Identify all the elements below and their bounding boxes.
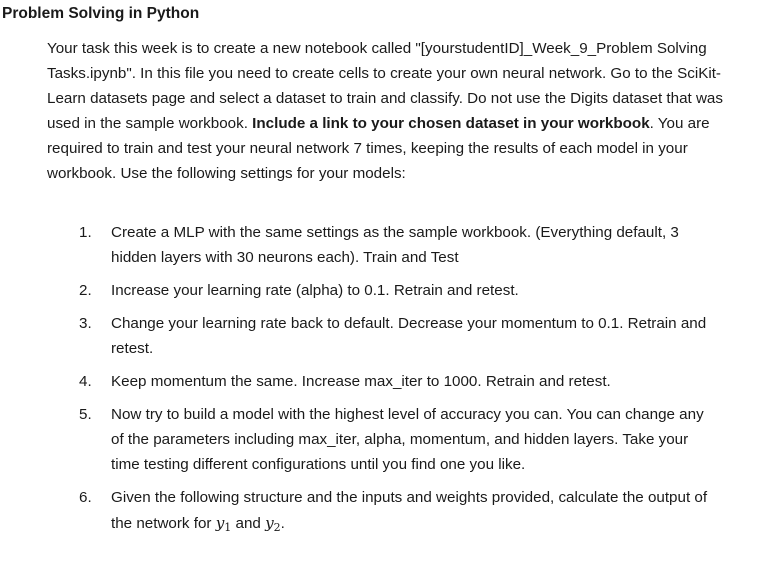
list-item-number: 2.: [79, 281, 92, 299]
list-item-text: Increase your learning rate (alpha) to 0.1. Retrain and retest.: [111, 281, 519, 299]
math-symbol: y: [265, 513, 274, 532]
list-item-text: Change your learning rate back to default. Decrease your momentum to 0.1. Retrain and retest.: [111, 315, 707, 357]
intro-text-1: Your task this week is to create a new notebook called "[yourstudentID]_Week_9_Problem Solving Tasks.ipynb". In this file you need to create cells to create your own neural network. Go to the SciKit-Learn datasets page and select a dataset to train and classify. Do not use the Digits dataset that was used in the sample workbook.: [47, 40, 723, 132]
list-item-text: Keep momentum the same. Increase max_iter to 1000. Retrain and retest.: [111, 373, 611, 391]
list-item: [0, 279, 780, 304]
list-item-text-part: and: [231, 514, 266, 532]
list-item-text: [111, 486, 711, 536]
list-item-text: Now try to build a model with the highest level of accuracy you can. You can change any of the parameters including max_iter, alpha, momentum, and hidden layers. Take your time testing different configurations until you find one you like.: [111, 406, 704, 473]
list-item: [0, 486, 780, 536]
math-variable-y2: [265, 514, 281, 532]
list-item-number: 3.: [79, 315, 92, 333]
intro-text-2: . You are required to train and test your neural network 7 times, keeping the results of each model in your workbook. Use the following settings for your models:: [47, 114, 710, 182]
list-item-number: 4.: [79, 373, 92, 391]
list-item-text-part: .: [280, 514, 285, 532]
list-item-text: Create a MLP with the same settings as the sample workbook. (Everything default, 3 hidden layers with 30 neurons each). Train and Test: [111, 224, 679, 266]
list-item: [0, 312, 780, 361]
task-list: [0, 221, 780, 545]
list-item: [0, 403, 780, 477]
intro-bold-instruction: Include a link to your chosen dataset in your workbook: [252, 114, 650, 132]
math-symbol: y: [215, 513, 225, 532]
list-item: [0, 370, 780, 395]
math-subscript: 1: [224, 520, 232, 534]
page-title: Problem Solving in Python: [2, 5, 200, 22]
math-subscript: 2: [273, 520, 281, 534]
list-item-number: 5.: [79, 406, 92, 424]
list-item-text-part: Given the following structure and the inputs and weights provided, calculate the output of the network for: [111, 488, 708, 532]
list-item-number: 1.: [79, 224, 92, 241]
list-item: [0, 221, 780, 270]
math-variable-y1: [216, 514, 232, 532]
intro-paragraph: [47, 37, 747, 186]
list-item-number: 6.: [79, 488, 92, 506]
